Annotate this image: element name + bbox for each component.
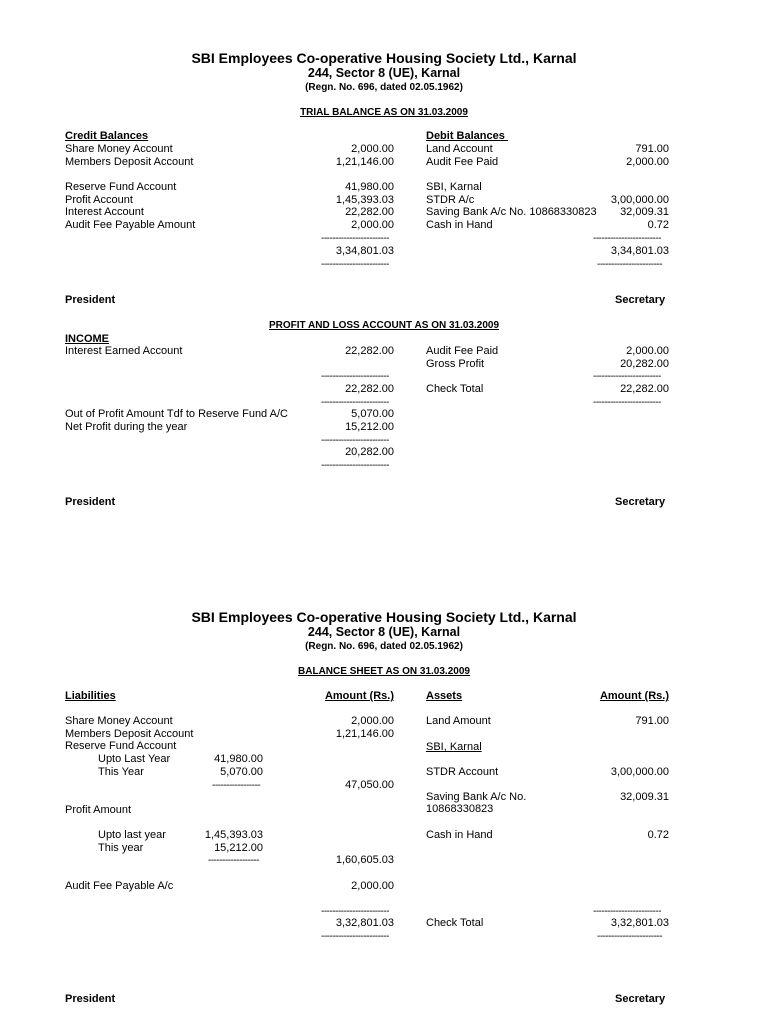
debit-item-label: Cash in Hand <box>426 219 493 231</box>
sbi-karnal-label: SBI, Karnal <box>426 741 482 753</box>
audit-fee-amount: 2,000.00 <box>351 880 394 892</box>
profit-this-amount: 15,212.00 <box>214 842 263 854</box>
registration-number: (Regn. No. 696, dated 02.05.1962) <box>305 641 463 652</box>
land-label: Land Amount <box>426 715 491 727</box>
credit-item-label: Reserve Fund Account <box>65 181 177 193</box>
credit-item-label: Interest Account <box>65 206 144 218</box>
dashed-rule: ------------------------ <box>321 397 389 408</box>
debit-item-label: STDR A/c <box>426 194 475 206</box>
dashed-rule: ------------------------ <box>593 397 661 408</box>
expense-item-amount: 20,282.00 <box>620 358 669 370</box>
debit-item-amount: 0.72 <box>647 219 669 231</box>
society-title: SBI Employees Co-operative Housing Society Ltd., Karnal <box>191 609 577 625</box>
profit-upto-label: Upto last year <box>98 829 166 841</box>
appropriation-label: Net Profit during the year <box>65 421 188 433</box>
expense-item-label: Audit Fee Paid <box>426 345 499 357</box>
debit-item-label: Audit Fee Paid <box>426 156 499 168</box>
debit-balances-heading: Debit Balances <box>426 130 505 142</box>
reserve-upto-label: Upto Last Year <box>98 753 171 765</box>
dashed-rule: ------------------------ <box>321 233 389 244</box>
dashed-rule: ------------------ <box>208 855 259 866</box>
balance-sheet-heading: BALANCE SHEET AS ON 31.03.2009 <box>298 666 470 677</box>
assets-total: 3,32,801.03 <box>610 917 669 929</box>
society-address: 244, Sector 8 (UE), Karnal <box>307 625 461 639</box>
profit-loss-heading: PROFIT AND LOSS ACCOUNT AS ON 31.03.2009 <box>268 320 500 331</box>
debit-total: 3,34,801.03 <box>610 245 669 257</box>
reserve-fund-label: Reserve Fund Account <box>65 740 177 752</box>
profit-amount-label: Profit Amount <box>65 804 132 816</box>
debit-heading-rule <box>426 140 508 141</box>
reserve-upto-amount: 41,980.00 <box>214 753 263 765</box>
debit-item-label: Land Account <box>426 143 493 155</box>
dashed-rule: ----------------------- <box>597 931 663 942</box>
credit-item-label: Share Money Account <box>65 143 173 155</box>
credit-item-amount: 1,21,146.00 <box>335 156 394 168</box>
liabilities-total: 3,32,801.03 <box>335 917 394 929</box>
president-signature: President <box>65 294 116 306</box>
credit-item-amount: 1,45,393.03 <box>335 194 394 206</box>
dashed-rule: ------------------------ <box>321 435 389 446</box>
profit-upto-amount: 1,45,393.03 <box>204 829 263 841</box>
credit-item-amount: 2,000.00 <box>351 219 394 231</box>
debit-item-amount: 791.00 <box>635 143 669 155</box>
registration-number: (Regn. No. 696, dated 02.05.1962) <box>305 82 463 93</box>
credit-item-amount: 22,282.00 <box>345 206 394 218</box>
president-signature: President <box>65 496 116 508</box>
society-address: 244, Sector 8 (UE), Karnal <box>307 66 461 80</box>
appropriation-amount: 15,212.00 <box>345 421 394 433</box>
appropriation-total: 20,282.00 <box>345 446 394 458</box>
assets-heading: Assets <box>426 690 463 702</box>
dashed-rule: ------------------------ <box>321 931 389 942</box>
members-deposit-label: Members Deposit Account <box>65 728 194 740</box>
secretary-signature: Secretary <box>615 496 666 508</box>
dashed-rule: ------------------------ <box>321 906 389 917</box>
credit-total: 3,34,801.03 <box>335 245 394 257</box>
audit-fee-label: Audit Fee Payable A/c <box>65 880 174 892</box>
check-total-label: Check Total <box>426 383 484 395</box>
income-item-label: Interest Earned Account <box>65 345 183 357</box>
secretary-signature: Secretary <box>615 993 666 1005</box>
liabilities-heading: Liabilities <box>65 690 116 702</box>
check-total-label: Check Total <box>426 917 484 929</box>
credit-balances-heading: Credit Balances <box>65 130 149 142</box>
liabilities-amount-heading: Amount (Rs.) <box>324 690 394 702</box>
secretary-signature: Secretary <box>615 294 666 306</box>
credit-item-amount: 41,980.00 <box>345 181 394 193</box>
dashed-rule: ------------------------ <box>321 259 389 270</box>
credit-item-amount: 2,000.00 <box>351 143 394 155</box>
income-item-amount: 22,282.00 <box>345 345 394 357</box>
credit-item-label: Members Deposit Account <box>65 156 194 168</box>
saving-bank-amount: 32,009.31 <box>620 791 669 803</box>
cash-label: Cash in Hand <box>426 829 493 841</box>
dashed-rule: ------------------------ <box>593 906 661 917</box>
expense-item-label: Gross Profit <box>426 358 485 370</box>
reserve-this-amount: 5,070.00 <box>220 766 263 778</box>
share-money-amount: 2,000.00 <box>351 715 394 727</box>
trial-balance-heading: TRIAL BALANCE AS ON 31.03.2009 <box>300 107 468 118</box>
cash-amount: 0.72 <box>647 829 669 841</box>
credit-item-label: Audit Fee Payable Amount <box>65 219 196 231</box>
credit-item-label: Profit Account <box>65 194 133 206</box>
society-title: SBI Employees Co-operative Housing Society Ltd., Karnal <box>191 50 577 66</box>
check-total-amount: 22,282.00 <box>620 383 669 395</box>
debit-item-amount: 32,009.31 <box>620 206 669 218</box>
dashed-rule: ----------------------- <box>597 259 663 270</box>
dashed-rule: ------------------------ <box>321 371 389 382</box>
members-deposit-amount: 1,21,146.00 <box>335 728 394 740</box>
debit-item-label: SBI, Karnal <box>426 181 482 193</box>
dashed-rule: ------------------------ <box>593 233 661 244</box>
share-money-label: Share Money Account <box>65 715 173 727</box>
income-total: 22,282.00 <box>345 383 394 395</box>
dashed-rule: ----------------- <box>212 780 261 791</box>
debit-item-label: Saving Bank A/c No. 10868330823 <box>426 206 597 218</box>
saving-bank-label: Saving Bank A/c No. <box>426 791 527 803</box>
president-signature: President <box>65 993 116 1005</box>
stdr-label: STDR Account <box>426 766 499 778</box>
debit-item-amount: 3,00,000.00 <box>610 194 669 206</box>
income-heading: INCOME <box>65 333 109 345</box>
saving-bank-account-number: 10868330823 <box>426 803 494 815</box>
land-amount: 791.00 <box>635 715 669 727</box>
profit-this-label: This year <box>98 842 144 854</box>
appropriation-amount: 5,070.00 <box>351 408 394 420</box>
reserve-this-label: This Year <box>98 766 144 778</box>
profit-total: 1,60,605.03 <box>335 854 394 866</box>
reserve-total: 47,050.00 <box>345 779 394 791</box>
dashed-rule: ------------------------ <box>321 460 389 471</box>
dashed-rule: ------------------------ <box>593 371 661 382</box>
expense-item-amount: 2,000.00 <box>626 345 669 357</box>
stdr-amount: 3,00,000.00 <box>610 766 669 778</box>
assets-amount-heading: Amount (Rs.) <box>599 690 669 702</box>
debit-item-amount: 2,000.00 <box>626 156 669 168</box>
appropriation-label: Out of Profit Amount Tdf to Reserve Fund A/C <box>65 408 288 420</box>
